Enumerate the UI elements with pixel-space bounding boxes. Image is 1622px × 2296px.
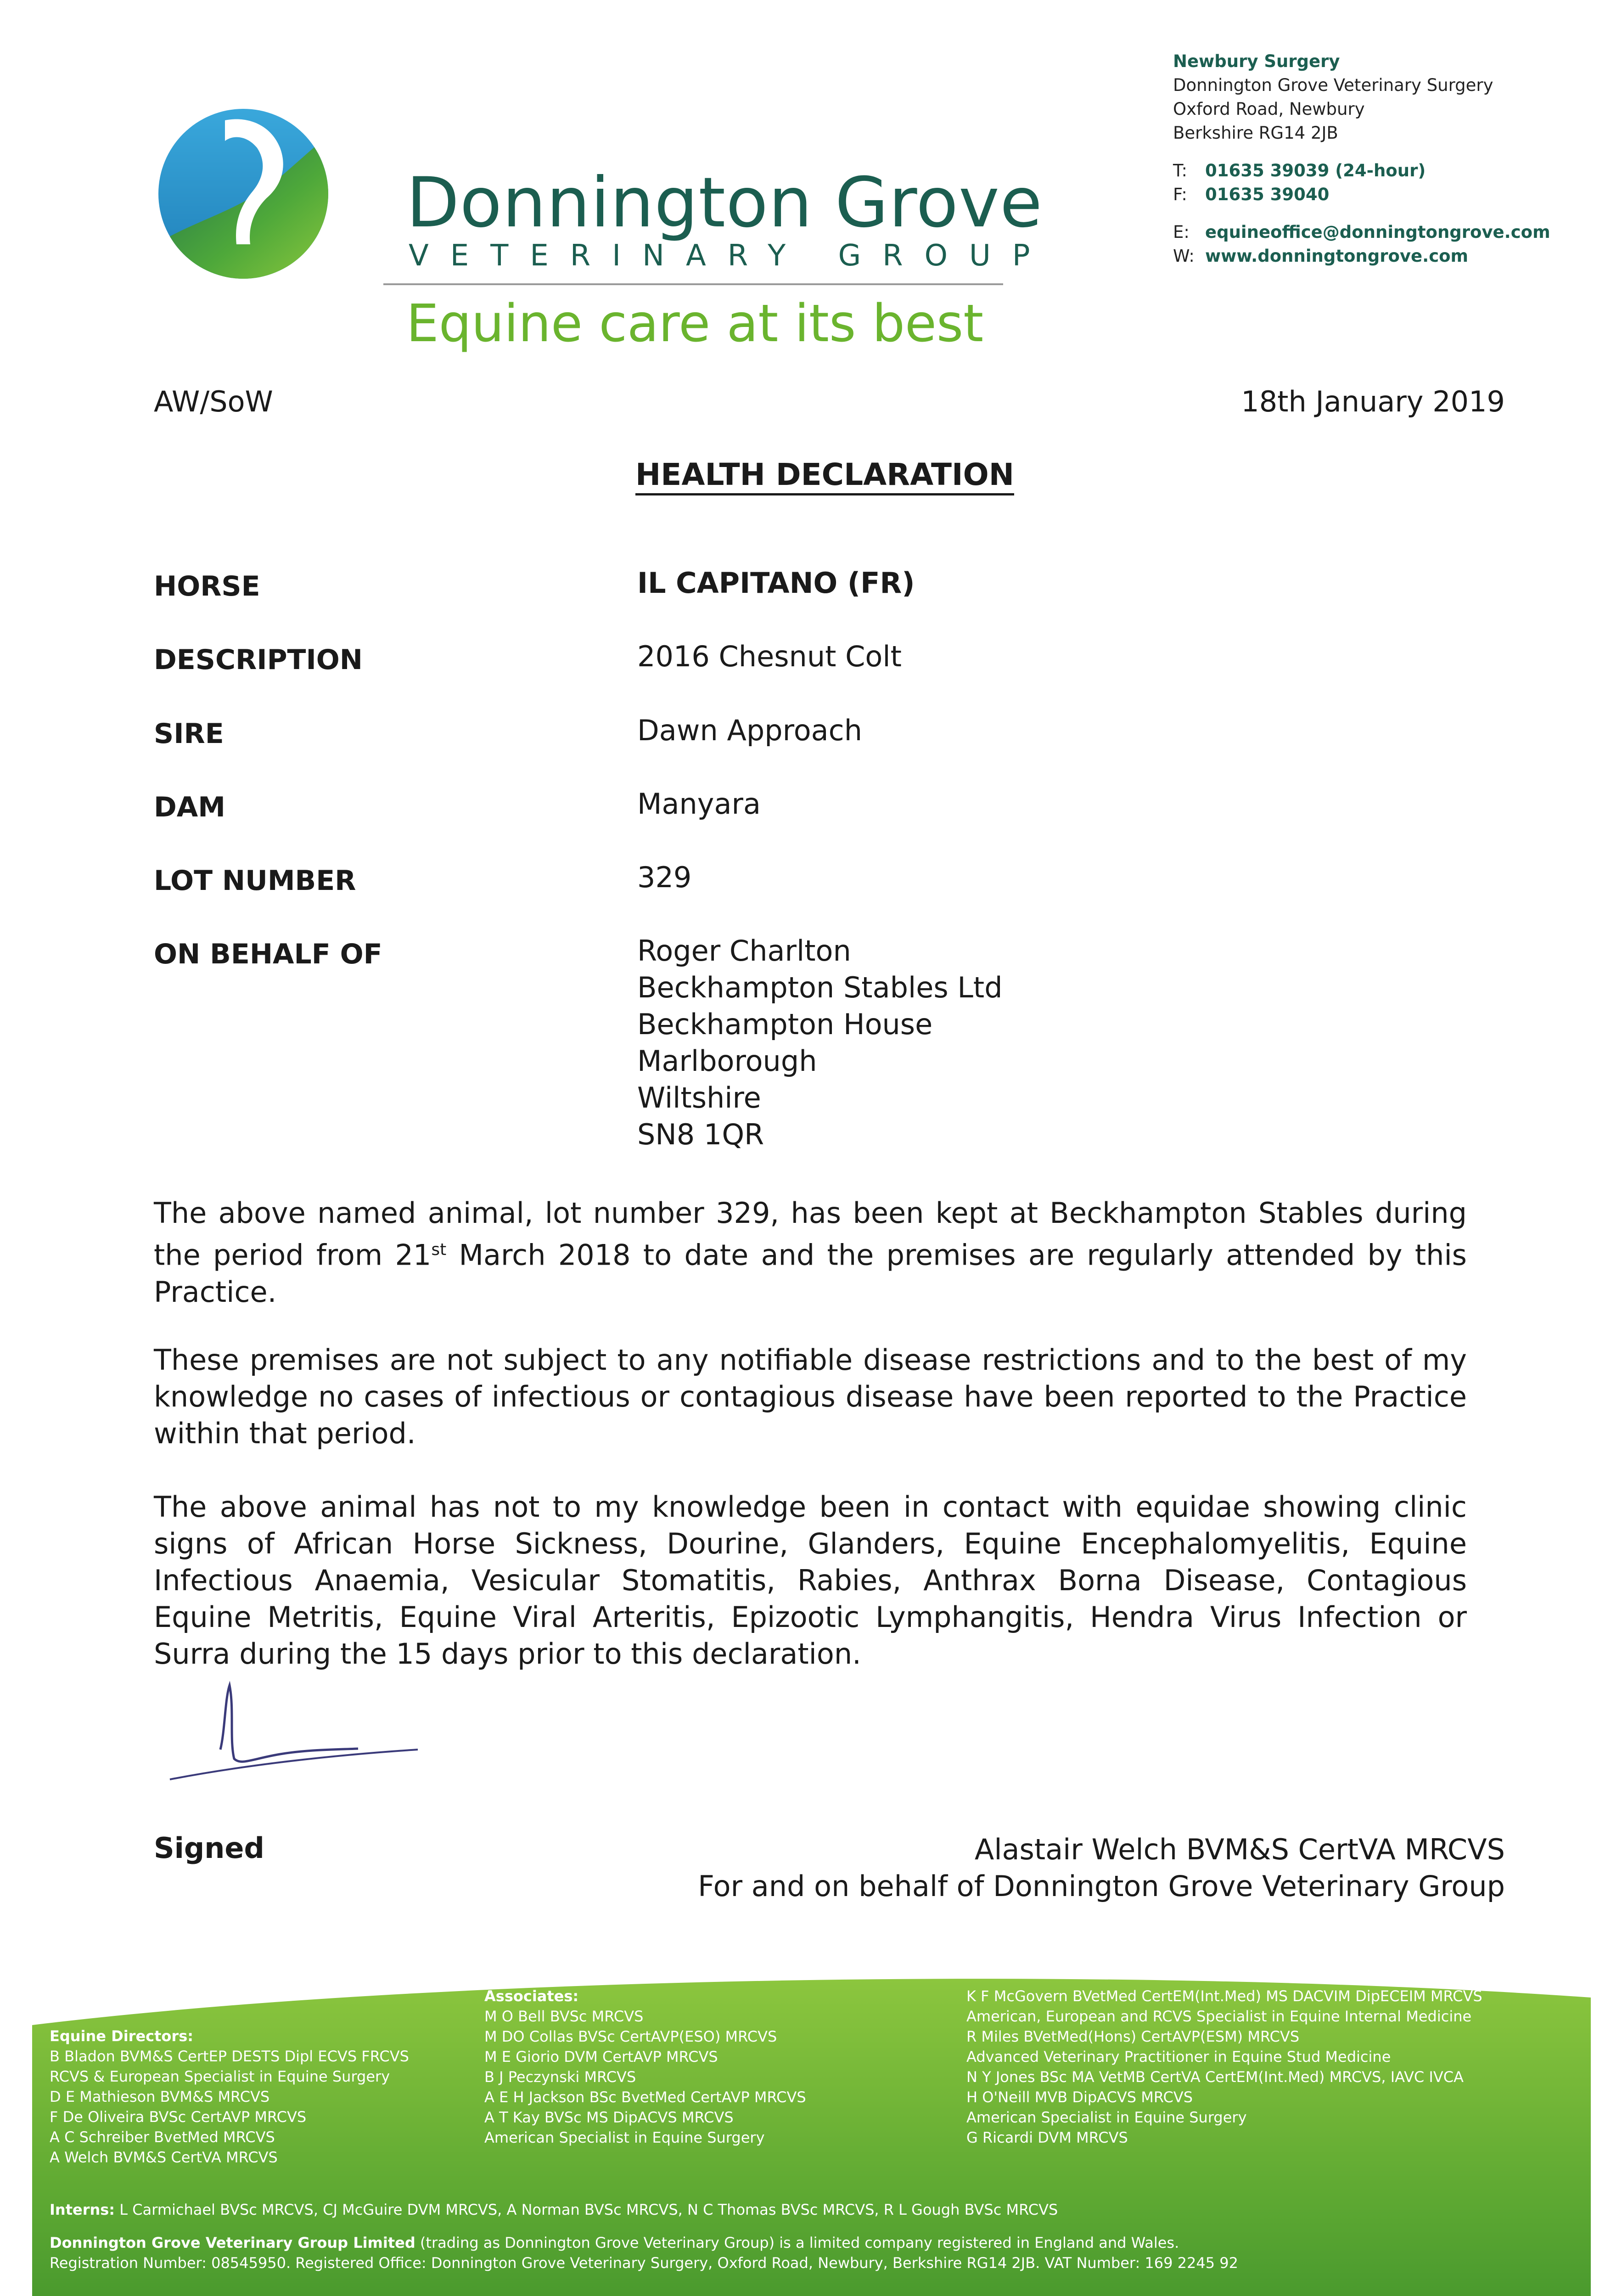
- footer-line: K F McGovern BVetMed CertEM(Int.Med) MS DACVIM DipECEIM MRCVS: [966, 1987, 1482, 2005]
- footer-directors: [50, 2026, 409, 2167]
- footer-line: B Bladon BVM&S CertEP DESTS Dipl ECVS FRCVS: [50, 2048, 409, 2065]
- signer-name: Alastair Welch BVM&S CertVA MRCVS: [974, 1833, 1505, 1866]
- footer-line: American, European and RCVS Specialist in Equine Internal Medicine: [966, 2008, 1472, 2025]
- field-label-sire: SIRE: [154, 718, 224, 750]
- field-label-horse: HORSE: [154, 570, 260, 602]
- field-value-dam: Manyara: [637, 787, 761, 821]
- address-line: Marlborough: [637, 1044, 817, 1078]
- letter-date: 18th January 2019: [1241, 385, 1505, 418]
- footer-line: American Specialist in Equine Surgery: [484, 2129, 765, 2146]
- field-value-description: 2016 Chesnut Colt: [637, 640, 902, 673]
- footer-company: [50, 2233, 1179, 2253]
- fax-row: [1173, 183, 1550, 207]
- field-value-sire: Dawn Approach: [637, 714, 863, 747]
- address-line: Oxford Road, Newbury: [1173, 99, 1365, 119]
- address-line: Roger Charlton: [637, 934, 851, 968]
- field-label-dam: DAM: [154, 791, 225, 823]
- footer-interns: [50, 2200, 1058, 2220]
- signed-label: Signed: [154, 1831, 264, 1865]
- address-line: SN8 1QR: [637, 1118, 764, 1151]
- email-row: [1173, 220, 1550, 244]
- footer-heading: Interns:: [50, 2201, 115, 2218]
- footer-line: RCVS & European Specialist in Equine Surgery: [50, 2068, 390, 2085]
- address-line: Donnington Grove Veterinary Surgery: [1173, 75, 1493, 95]
- footer-line: R Miles BVetMed(Hons) CertAVP(ESM) MRCVS: [966, 2028, 1300, 2045]
- footer-associates: [484, 1986, 806, 2148]
- phone-number: 01635 39039 (24-hour): [1205, 161, 1426, 180]
- footer-line: G Ricardi DVM MRCVS: [966, 2129, 1128, 2146]
- paragraph-text: March 2018 to date and the premises are regularly attended by this Practice.: [154, 1238, 1467, 1309]
- footer-line: M DO Collas BVSc CertAVP(ESO) MRCVS: [484, 2028, 777, 2045]
- address-line: Wiltshire: [637, 1081, 761, 1114]
- field-label-on-behalf-of: ON BEHALF OF: [154, 938, 382, 970]
- footer-line: M E Giorio DVM CertAVP MRCVS: [484, 2048, 718, 2065]
- letter-reference: AW/SoW: [154, 385, 273, 418]
- ordinal-suffix: st: [431, 1240, 447, 1259]
- email-link[interactable]: equineoffice@donningtongrove.com: [1205, 222, 1550, 242]
- signer-on-behalf: For and on behalf of Donnington Grove Veterinary Group: [698, 1869, 1505, 1903]
- footer-heading: Associates:: [484, 1987, 579, 2005]
- field-label-description: DESCRIPTION: [154, 644, 363, 676]
- phone-label: T:: [1173, 161, 1188, 180]
- field-value-horse: IL CAPITANO (FR): [637, 566, 915, 600]
- handwritten-signature: [161, 1681, 427, 1791]
- paragraph-text: The above named animal, lot number 329, has been kept at Beckhampton Stables during the period from 21: [154, 1196, 1467, 1272]
- footer-line: Advanced Veterinary Practitioner in Equine Stud Medicine: [966, 2048, 1391, 2065]
- footer-line: L Carmichael BVSc MRCVS, CJ McGuire DVM MRCVS, A Norman BVSc MRCVS, N C Thomas BVSc MRCVS, R L Gough BVSc MRCVS: [119, 2201, 1058, 2218]
- footer-line: H O'Neill MVB DipACVS MRCVS: [966, 2088, 1193, 2106]
- field-value-on-behalf-of: [637, 933, 1003, 1153]
- brand-divider: [383, 283, 1003, 285]
- company-name: Donnington Grove Veterinary Group Limited: [50, 2234, 415, 2251]
- fax-label: F:: [1173, 185, 1187, 204]
- footer-line: A T Kay BVSc MS DipACVS MRCVS: [484, 2109, 734, 2126]
- footer-registration: Registration Number: 08545950. Registered Office: Donnington Grove Veterinary Surgery, Oxford Road, Newbury, Berkshire RG14 2JB. VAT Number: 169 2245 92: [50, 2254, 1238, 2272]
- footer-line: A Welch BVM&S CertVA MRCVS: [50, 2149, 278, 2166]
- signer-block: [698, 1831, 1505, 1905]
- contact-block: [1173, 50, 1550, 268]
- address-line: Berkshire RG14 2JB: [1173, 123, 1338, 143]
- web-label: W:: [1173, 246, 1195, 266]
- surgery-name: Newbury Surgery: [1173, 51, 1340, 71]
- company-text: (trading as Donnington Grove Veterinary Group) is a limited company registered in England and Wales.: [415, 2234, 1179, 2251]
- footer-line: N Y Jones BSc MA VetMB CertVA CertEM(Int.Med) MRCVS, IAVC IVCA: [966, 2068, 1464, 2086]
- brand-tagline: Equine care at its best: [406, 294, 984, 354]
- footer-line: A C Schreiber BvetMed MRCVS: [50, 2128, 275, 2146]
- paragraph-disease-restrictions: These premises are not subject to any notifiable disease restrictions and to the best of my knowledge no cases of infectious or contagious disease have been reported to the Practice within that period.: [154, 1343, 1467, 1450]
- footer-associates-continued: [966, 1986, 1482, 2148]
- footer-line: A E H Jackson BSc BvetMed CertAVP MRCVS: [484, 2088, 806, 2106]
- heading-text: HEALTH DECLARATION: [635, 457, 1014, 495]
- web-link[interactable]: www.donningtongrove.com: [1205, 246, 1469, 266]
- email-label: E:: [1173, 222, 1190, 242]
- footer-line: B J Peczynski MRCVS: [484, 2068, 636, 2086]
- field-value-lot-number: 329: [637, 861, 692, 894]
- phone-row: [1173, 159, 1550, 183]
- horse-logo-icon: [156, 107, 331, 281]
- paragraph-keeping-period: [154, 1195, 1467, 1311]
- fax-number: 01635 39040: [1205, 185, 1330, 204]
- footer-line: American Specialist in Equine Surgery: [966, 2109, 1247, 2126]
- field-label-lot-number: LOT NUMBER: [154, 865, 356, 897]
- document-heading: [0, 457, 1622, 492]
- footer-line: M O Bell BVSc MRCVS: [484, 2008, 644, 2025]
- address-line: Beckhampton House: [637, 1007, 933, 1041]
- footer-line: D E Mathieson BVM&S MRCVS: [50, 2088, 270, 2105]
- footer-heading: Equine Directors:: [50, 2027, 194, 2045]
- paragraph-contact-statement: The above animal has not to my knowledge been in contact with equidae showing clinic signs of African Horse Sickness, Dourine, Glanders, Equine Encephalomyelitis, Equine Infectious Anaemia, Vesicular Stomatitis, Rabies, Anthrax Borna Disease, Contagious Equine Metritis, Equine Viral Arteritis, Epizootic Lymphangitis, Hendra Virus Infection or Surra during the 15 days prior to this declaration.: [154, 1490, 1467, 1671]
- brand-subtitle: VETERINARY GROUP: [409, 239, 1052, 273]
- web-row: [1173, 244, 1550, 268]
- footer-line: F De Oliveira BVSc CertAVP MRCVS: [50, 2108, 307, 2126]
- brand-name: Donnington Grove: [406, 163, 1043, 243]
- address-line: Beckhampton Stables Ltd: [637, 971, 1003, 1004]
